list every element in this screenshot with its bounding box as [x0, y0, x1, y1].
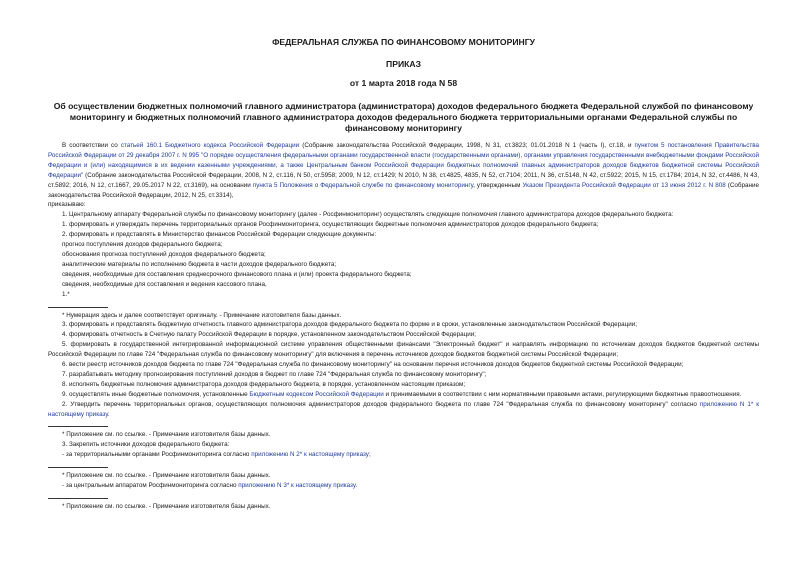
text: .: [107, 410, 110, 418]
link-budget-code[interactable]: Бюджетным кодексом Российской Федерации: [249, 390, 384, 398]
text: (Собрание законодательства Российской Федерации, 2012, N 25, ст.3314),: [48, 181, 760, 199]
section-2: [48, 400, 759, 420]
list-item: 8. исполнять бюджетные полномочия администратора доходов федерального бюджета, в порядке, установленном настоящим приказом;: [62, 380, 466, 388]
doc-type: ПРИКАЗ: [386, 59, 421, 69]
footnote: * Приложение см. по ссылке. - Примечание изготовителя базы данных.: [62, 503, 271, 510]
section-3-intro: 3. Закрепить источники доходов федерального бюджета:: [62, 441, 230, 449]
footnote: * Приложение см. по ссылке. - Примечание изготовителя базы данных.: [62, 472, 271, 480]
text: - за центральным аппаратом Росфинмониторинга согласно: [62, 482, 239, 490]
link-government-decree-995[interactable]: пунктом 5 постановления Правительства Российской Федерации от 29 декабря 2007 г. N 995: [48, 142, 760, 159]
link-appendix-2[interactable]: приложению N 2* к настоящему приказу: [251, 451, 369, 459]
list-item: прогноз поступления доходов федерального бюджета;: [62, 241, 223, 249]
footnote-divider: [48, 467, 108, 468]
link-appendix-1[interactable]: приложению N 1* к настоящему приказу: [48, 400, 759, 418]
list-item-9: [48, 390, 759, 400]
list-item: сведения, необходимые для составления среднесрочного финансового плана и (или) проекта федерального бюджета;: [62, 270, 412, 278]
text: (Собрание законодательства Российской Федерации, 2008, N 2, ст.116, N 50, ст.5958; 2009, N 12, ст.1429; N 2010, N 38, ст.4825, 4835, N 52, ст.7104; 2011, N 36, ст.5148, N 42, ст.5922; 2015, N 15, ст.1784; 2014, N 32, ст.4486, N 43, ст.5892; 2016, N 12, ст.1667, 29.05.2017 N 22, ст.3169), на основании: [48, 171, 759, 189]
text: В соответствии со: [62, 142, 121, 149]
preamble-paragraph: [48, 141, 759, 200]
footnote-divider: [48, 307, 108, 308]
text: , утвержденным: [473, 181, 523, 189]
list-item: аналитические материалы по исполнению бюджета в части доходов федерального бюджета;: [62, 260, 337, 268]
list-item: 5. формировать в государственной интегрированной информационной системе управления общественными финансами "Электронный бюджет" и направлять информацию по источникам доходов бюджетов бюджетной системы Российской Федерации по главе 724 "Федеральная служба по финансовому мониторингу" для включения в перечень источников доходов бюджетов бюджетной системы Российской Федерации;: [48, 341, 759, 359]
section-3-item-central: [48, 481, 759, 491]
list-item: 1.*: [62, 290, 70, 298]
link-budget-code-160-1[interactable]: статьей 160.1 Бюджетного кодекса Российской Федерации: [120, 142, 300, 149]
agency-title: ФЕДЕРАЛЬНАЯ СЛУЖБА ПО ФИНАНСОВОМУ МОНИТОРИНГУ: [272, 37, 535, 47]
doc-subject: Об осуществлении бюджетных полномочий главного администратора (администратора) доходов федерального бюджета Федеральной службой по финансовому мониторингу и бюджетных полномочий главного администратора доходов федерального бюджета территориальными органами Федеральной службы по финансовому мониторингу: [53, 101, 754, 133]
text: .: [355, 482, 358, 490]
list-item: 4. формировать отчетность в Счетную палату Российской Федерации в порядке, установленном законодательством Российской Федерации;: [62, 331, 477, 339]
footnote-divider: [48, 426, 108, 427]
link-presidential-decree-808[interactable]: Указом Президента Российской Федерации от 13 июня 2012 г. N 808: [522, 181, 726, 189]
text: 9. осуществлять иные бюджетные полномочия, установленные: [62, 390, 250, 398]
list-item: обоснования прогноза поступлений доходов федерального бюджета;: [62, 250, 266, 258]
document-body: [48, 141, 759, 512]
list-item: 3. формировать и представлять бюджетную отчетность главного администратора доходов федерального бюджета по форме и в сроки, установленные законодательством Российской Федерации;: [62, 321, 638, 329]
list-item: сведения, необходимые для составления и ведения кассового плана,: [62, 280, 267, 288]
doc-date-number: от 1 марта 2018 года N 58: [349, 78, 458, 88]
list-item: 7. разрабатывать методику прогнозирования поступлений доходов в бюджет по главе 724 "Федеральная служба по финансовому мониторингу";: [62, 370, 487, 378]
footnote: * Приложение см. по ссылке. - Примечание изготовителя базы данных.: [62, 431, 271, 439]
text: - за территориальными органами Росфинмониторинга согласно: [62, 451, 252, 459]
footnote: * Нумерация здесь и далее соответствует оригиналу. - Примечание изготовителя базы данных.: [62, 311, 342, 319]
link-appendix-3[interactable]: приложению N 3* к настоящему приказу: [238, 482, 356, 490]
list-item: 1. формировать и утверждать перечень территориальных органов Росфинмониторинга, осуществляющих бюджетные полномочия администраторов доходов федерального бюджета;: [62, 221, 599, 229]
section-1-intro: 1. Центральному аппарату Федеральной службы по финансовому мониторингу (далее - Росфинмониторинг) осуществлять следующие полномочия главного администратора доходов федерального бюджета:: [62, 211, 674, 219]
order-word: приказываю:: [48, 201, 86, 209]
link-decree-title[interactable]: "О порядке осуществления федеральными органами государственной власти (государственными органами), органами управления государственными внебюджетными фондами Российской Федерации и (или) находящимися в их ведении казенными учреждениями, а также Центральным банком Российской Федерации бюджетных полномочий главных администраторов доходов бюджетов бюджетной системы Российской Федерации": [48, 151, 759, 179]
section-3-item-territorial: [48, 450, 759, 460]
list-item: 2. формировать и представлять в Министерство финансов Российской Федерации следующие документы:: [62, 231, 377, 239]
text: ;: [368, 451, 371, 459]
text: 2. Утвердить перечень территориальных органов, осуществляющих полномочия администраторов доходов федерального бюджета по главе 724 "Федеральная служба по финансовому мониторингу" согласно: [62, 400, 700, 408]
footnote-divider: [48, 498, 108, 499]
link-regulation-item-5[interactable]: пункта 5 Положения о Федеральной службе по финансовому мониторингу: [252, 181, 474, 189]
text: (Собрание законодательства Российской Федерации, 1998, N 31, ст.3823; 01.01.2018 N 1 (часть I), ст.18, и: [299, 142, 635, 149]
list-item: 6. вести реестр источников доходов бюджета по главе 724 "Федеральная служба по финансовому мониторингу" на основании перечня источников доходов бюджетов бюджетной системы Российской Федерации;: [62, 361, 684, 369]
text: и принимаемыми в соответствии с ним нормативными правовыми актами, регулирующими бюджетные правоотношения.: [383, 390, 742, 398]
